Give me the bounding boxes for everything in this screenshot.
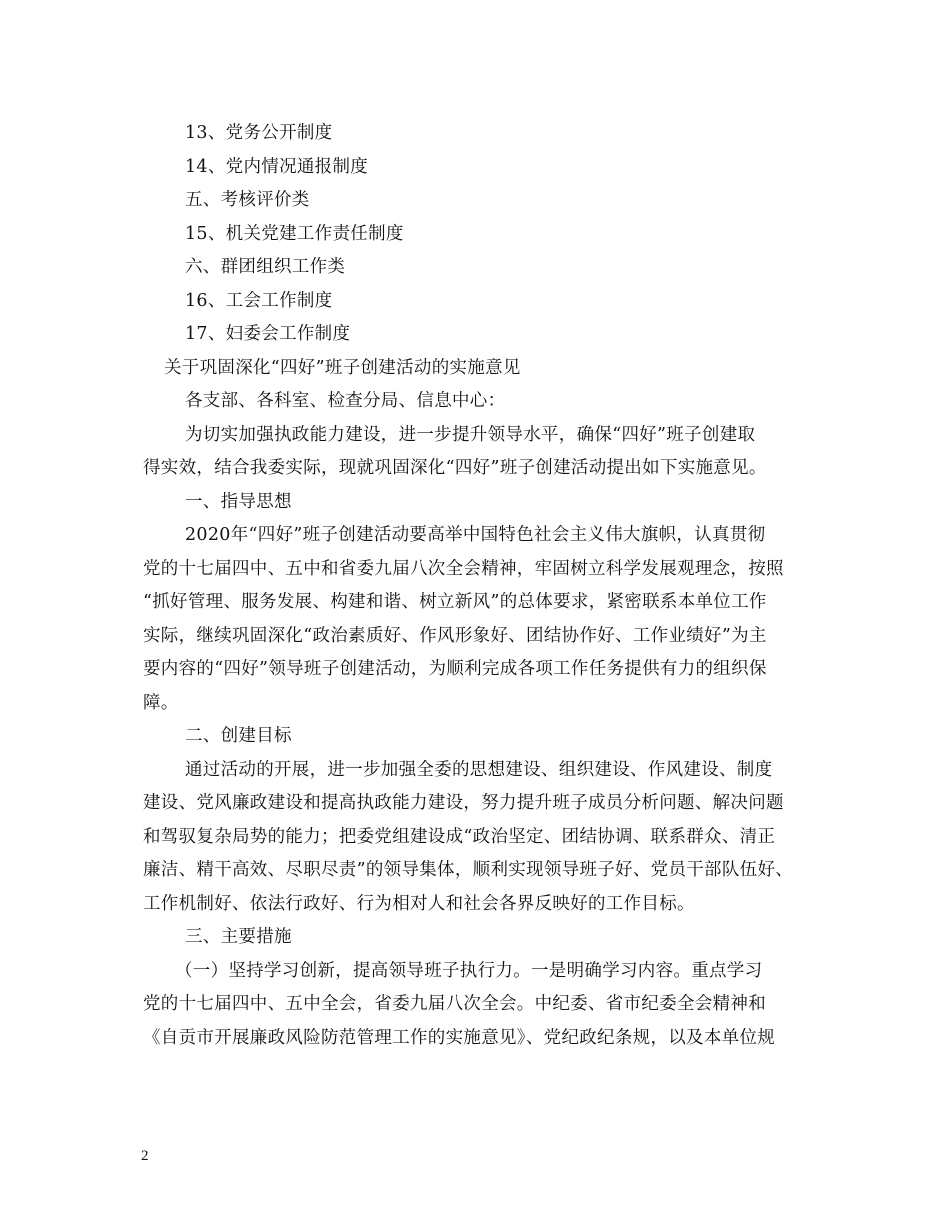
list-item: 17、妇委会工作制度 xyxy=(185,324,351,344)
intro-line: 得实效，结合我委实际，现就巩固深化“四好”班子创建活动提出如下实施意见。 xyxy=(143,458,767,478)
paragraph-line: 实际，继续巩固深化“政治素质好、作风形象好、团结协作好、工作业绩好”为主 xyxy=(143,625,767,646)
paragraph-line: 2020年“四好”班子创建活动要高举中国特色社会主义伟大旗帜，认真贯彻 xyxy=(185,525,766,545)
paragraph-line: 建设、党风廉政建设和提高执政能力建设，努力提升班子成员分析问题、解决问题 xyxy=(143,793,784,813)
page-number: 2 xyxy=(141,1148,149,1164)
list-item: 15、机关党建工作责任制度 xyxy=(185,223,404,244)
list-item: 14、党内情况通报制度 xyxy=(185,156,369,177)
paragraph-line: 通过活动的开展，进一步加强全委的思想建设、组织建设、作风建设、制度 xyxy=(185,759,773,780)
paragraph-line: 党的十七届四中、五中全会，省委九届八次全会。中纪委、省市纪委全会精神和 xyxy=(143,994,766,1014)
section-heading: 二、创建目标 xyxy=(185,726,292,746)
category-heading: 五、考核评价类 xyxy=(185,190,310,210)
section-heading: 三、主要措施 xyxy=(185,927,292,947)
paragraph-line: 和驾驭复杂局势的能力；把委党组建设成“政治坚定、团结协调、联系群众、清正 xyxy=(143,826,776,847)
document-body xyxy=(143,117,823,1055)
section-heading: 一、指导思想 xyxy=(185,491,292,512)
paragraph-line: （一）坚持学习创新，提高领导班子执行力。一是明确学习内容。重点学习 xyxy=(175,960,763,981)
paragraph-line: “抓好管理、服务发展、构建和谐、树立新风”的总体要求，紧密联系本单位工作 xyxy=(143,592,767,612)
list-item: 13、党务公开制度 xyxy=(185,123,333,143)
paragraph-line: 障。 xyxy=(143,692,179,713)
intro-line: 为切实加强执政能力建设，进一步提升领导水平，确保“四好”班子创建取 xyxy=(185,424,756,445)
category-heading: 六、群团组织工作类 xyxy=(185,257,346,277)
paragraph-line: 党的十七届四中、五中和省委九届八次全会精神，牢固树立科学发展观理念，按照 xyxy=(143,558,784,579)
paragraph-line: 廉洁、精干高效、尽职尽责”的领导集体，顺利实现领导班子好、党员干部队伍好、 xyxy=(143,860,794,880)
paragraph-line: 工作机制好、依法行政好、行为相对人和社会各界反映好的工作目标。 xyxy=(143,893,695,914)
paragraph-line: 《自贡市开展廉政风险防范管理工作的实施意见》、党纪政纪条规，以及本单位规 xyxy=(143,1027,776,1048)
paragraph-line: 要内容的“四好”领导班子创建活动，为顺利完成各项工作任务提供有力的组织保 xyxy=(143,659,767,679)
list-item: 16、工会工作制度 xyxy=(185,290,333,311)
salutation: 各支部、各科室、检查分局、信息中心： xyxy=(185,391,506,411)
document-title: 关于巩固深化“四好”班子创建活动的实施意见 xyxy=(164,357,521,378)
